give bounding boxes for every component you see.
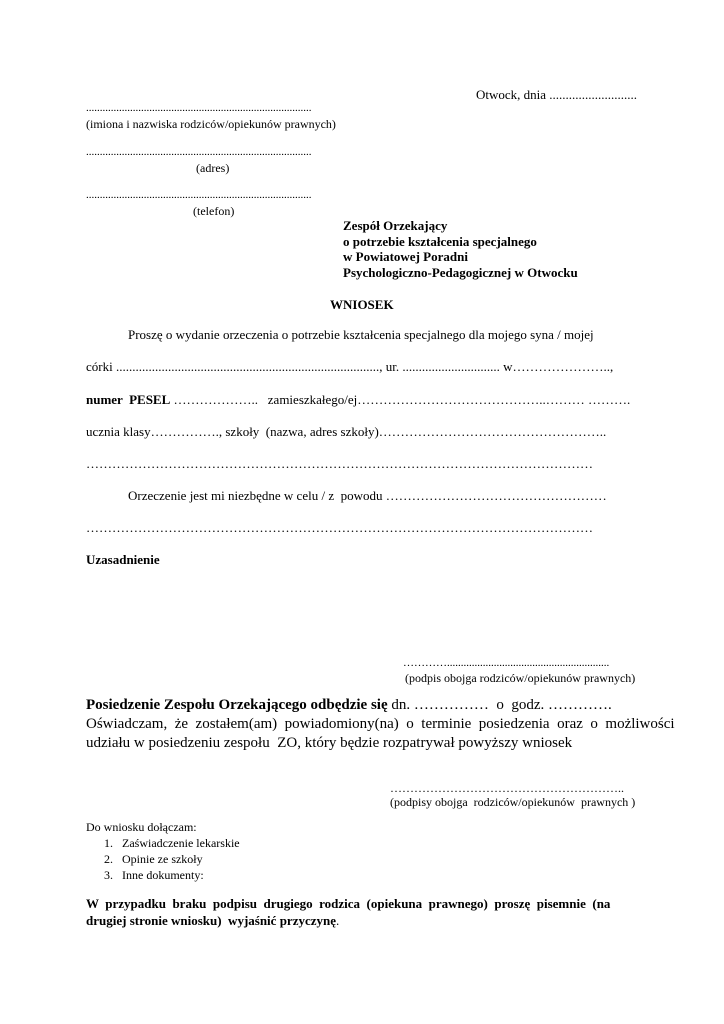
notice-line-2: udziału w posiedzeniu zespołu ZO, który będzie rozpatrywał powyższy wniosek [86, 735, 573, 751]
place-date: Otwock, dnia ........................... [476, 87, 638, 102]
school-line: ucznia klasy……………., szkoły (nazwa, adres szkoły)…………………………………………….. [86, 424, 607, 439]
phone-label: (telefon) [193, 204, 235, 218]
meeting-bold: Posiedzenie Zespołu Orzekającego odbędzie się [86, 697, 388, 713]
list-item: 2. Opinie ze szkoły [104, 852, 203, 866]
signature-2-label: (podpisy obojga rodziców/opiekunów prawnych ) [390, 795, 636, 809]
notice-line-1: Oświadczam, że zostałem(am) powiadomiony(na) o terminie posiedzenia oraz o możliwości [86, 716, 675, 732]
addressee-line-4: Psychologiczno-Pedagogicznej w Otwocku [343, 265, 578, 280]
addressee-line-1: Zespół Orzekający [343, 218, 448, 233]
document-title: WNIOSEK [330, 297, 394, 312]
addressee-line-3: w Powiatowej Poradni [343, 249, 468, 264]
address-dots: .................................................................................. [86, 146, 312, 158]
meeting-line [86, 697, 612, 714]
list-item: 3. Inne dokumenty: [104, 868, 204, 882]
dots-line-1: ……………………………………………………………………………………………………… [86, 456, 593, 471]
list-item: 1. Zaświadczenie lekarskie [104, 836, 240, 850]
justification-label: Uzasadnienie [86, 552, 160, 567]
footer-note-line-2 [86, 913, 339, 929]
footer-note-line-2-bold: drugiej stronie wniosku) wyjaśnić przyczynę [86, 913, 337, 928]
footer-note-line-1: W przypadku braku podpisu drugiego rodzica (opiekuna prawnego) proszę pisemnie (na [86, 896, 611, 911]
addressee-line-2: o potrzebie kształcenia specjalnego [343, 234, 537, 249]
dots-line-2: ……………………………………………………………………………………………………… [86, 520, 593, 535]
signature-1-label: (podpis obojga rodziców/opiekunów prawnych) [405, 671, 636, 685]
footer-note-line-2-end: . [336, 913, 340, 928]
reason-line: Orzeczenie jest mi niezbędne w celu / z powodu …………………………………………… [128, 488, 607, 503]
parents-names-label: (imiona i nazwiska rodziców/opiekunów prawnych) [86, 117, 336, 131]
attachments-list [104, 835, 240, 883]
attachments-intro: Do wniosku dołączam: [86, 820, 197, 834]
request-line-2: córki ................................................................................., ur. .............................. w………………….., [86, 359, 614, 374]
pesel-line [86, 392, 630, 408]
pesel-rest: ……………….. zamieszkałego/ej……………………………………..……… ………. [170, 392, 631, 407]
meeting-rest: dn. …………… o godz. …………. [387, 697, 612, 713]
pesel-label: numer PESEL [86, 392, 171, 407]
signature-2-dots: ………………………………………………….. [390, 781, 624, 795]
parents-names-dots: .................................................................................. [86, 102, 312, 114]
request-line-1: Proszę o wydanie orzeczenia o potrzebie kształcenia specjalnego dla mojego syna / mojej [128, 327, 594, 342]
signature-1-dots: …………........................................................... [403, 657, 610, 669]
address-label: (adres) [196, 161, 230, 175]
phone-dots: .................................................................................. [86, 189, 312, 201]
